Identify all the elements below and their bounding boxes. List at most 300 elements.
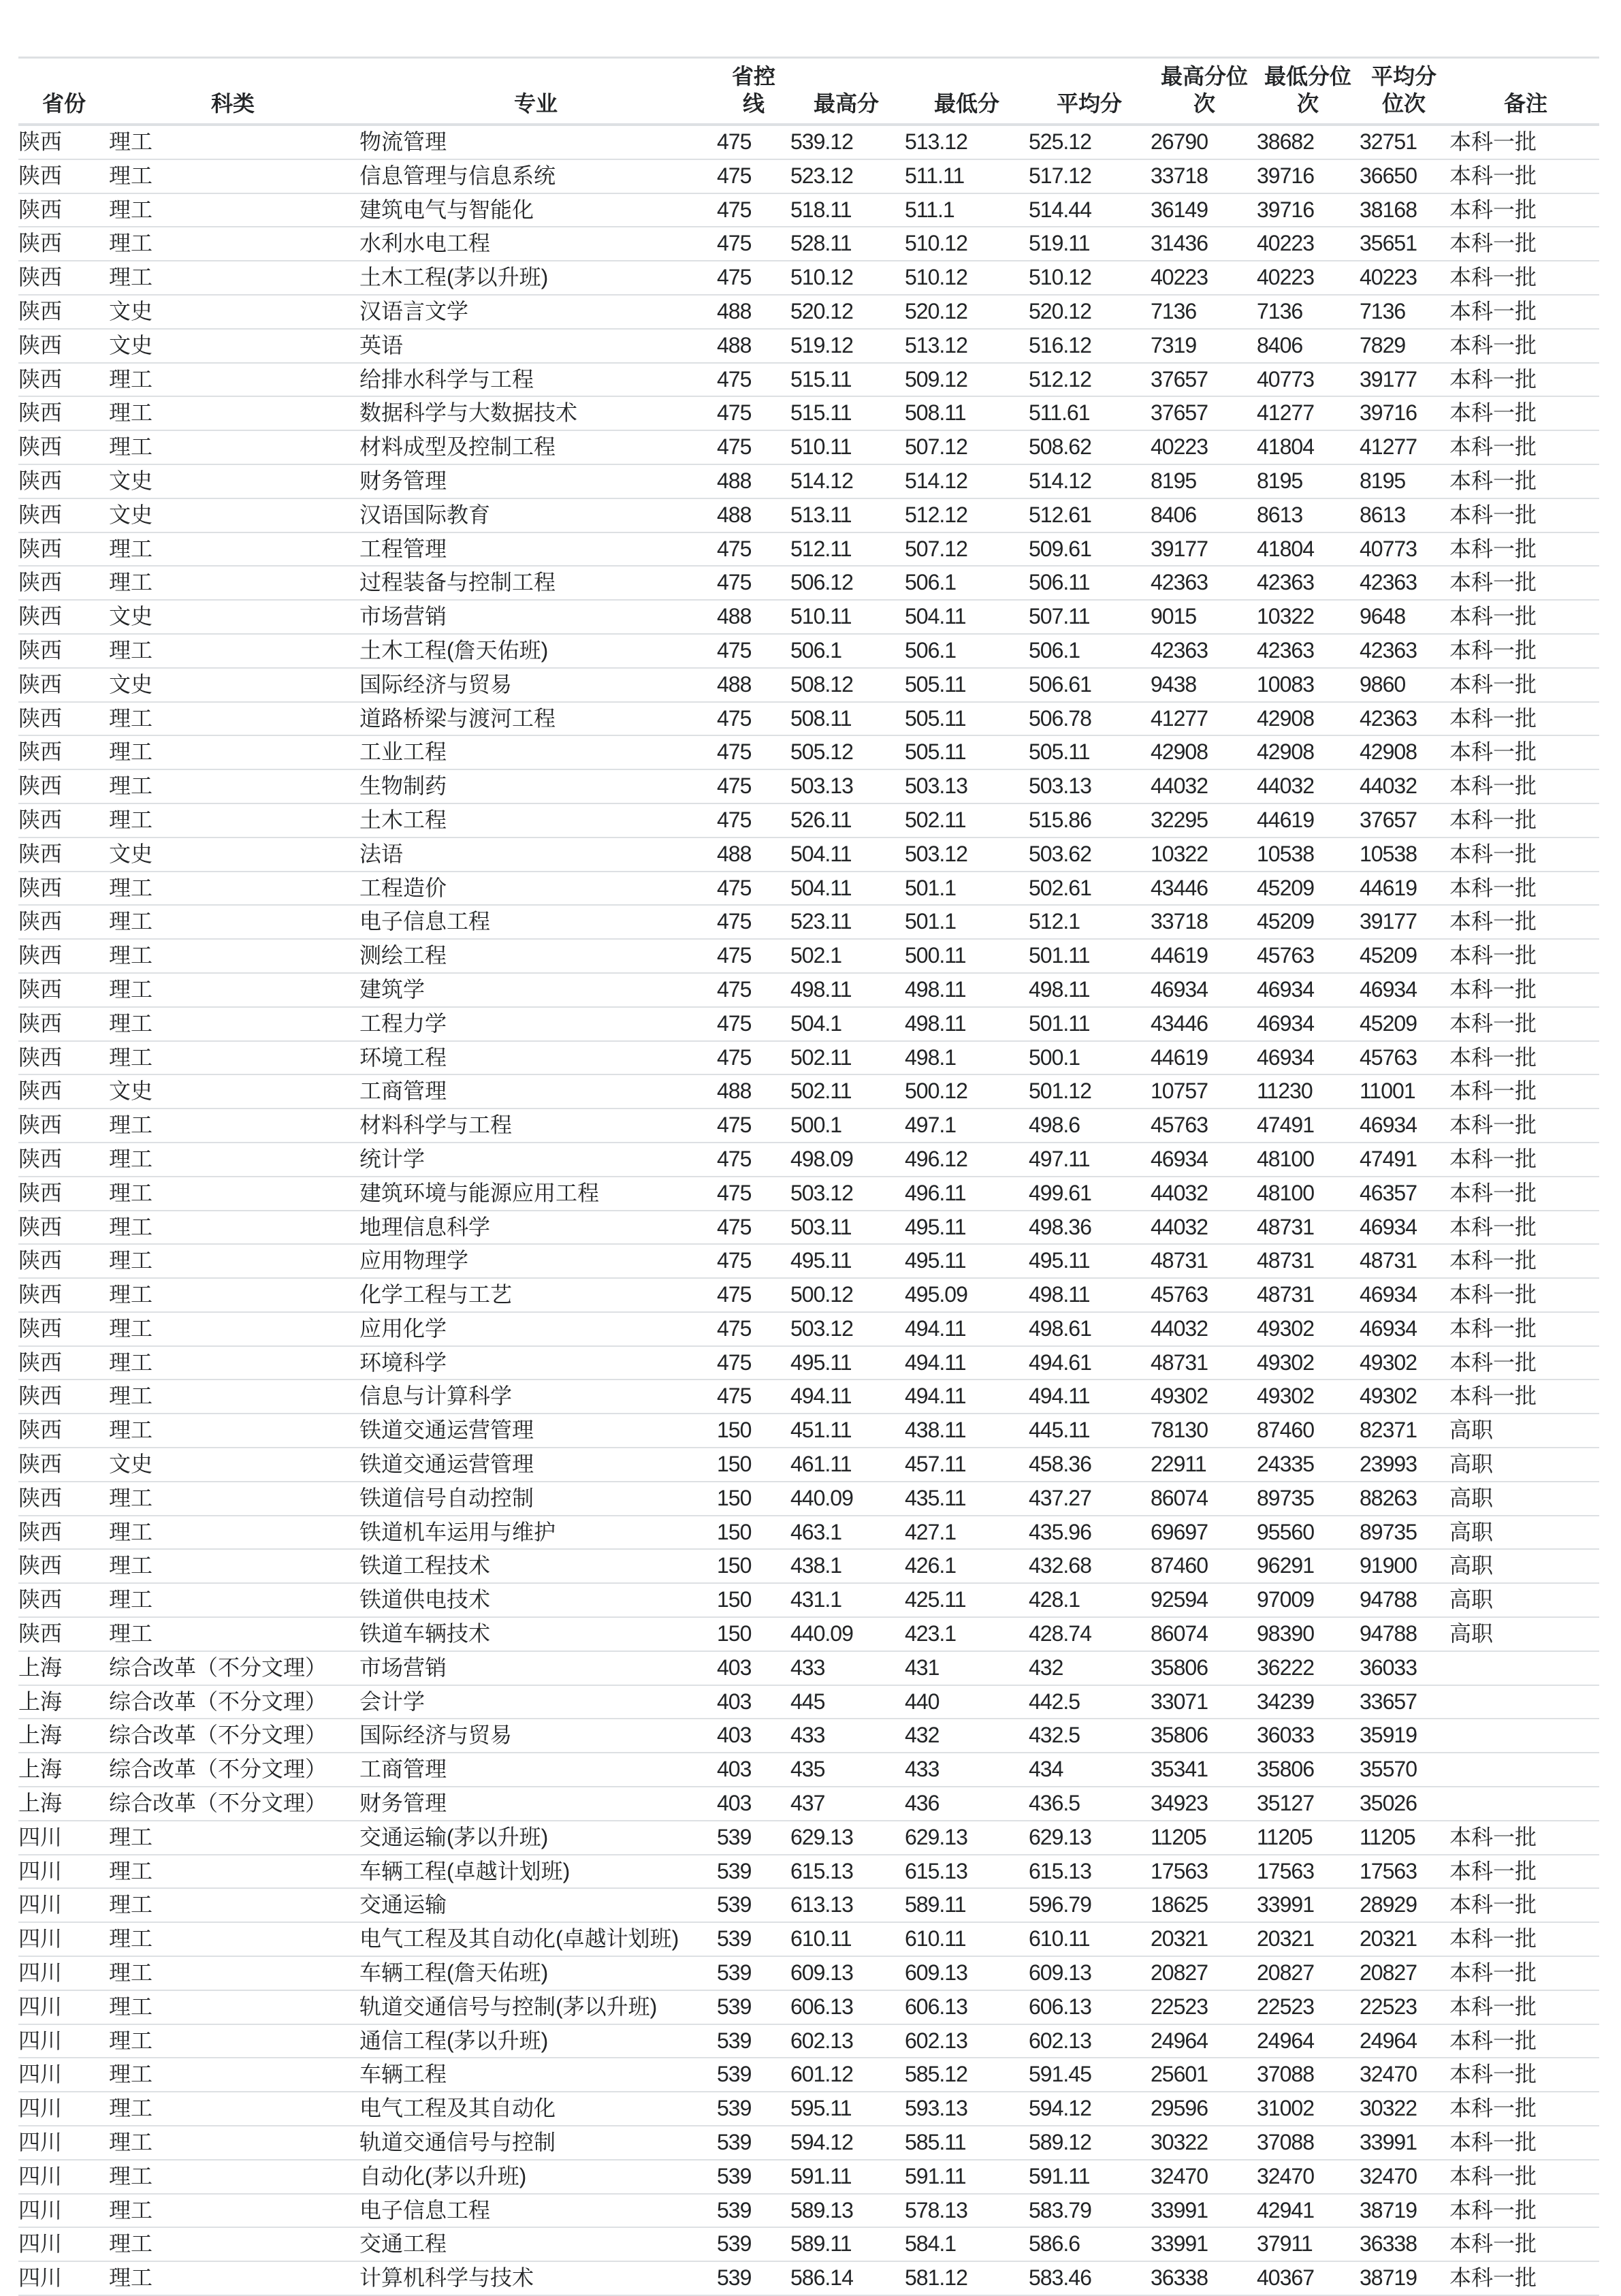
cell-min-rank: 17563 [1257, 1858, 1314, 1883]
cell-min-score: 436 [905, 1791, 940, 1816]
cell-avg-score: 506.78 [1029, 705, 1091, 731]
cell-control-line: 475 [717, 705, 752, 731]
cell-min-score: 511.11 [905, 163, 965, 188]
cell-category: 文史 [109, 468, 153, 493]
cell-category: 理工 [109, 1350, 153, 1375]
cell-note: 本科一批 [1449, 231, 1537, 256]
table-row [18, 906, 1599, 940]
header-note-line1 [1485, 63, 1567, 90]
cell-avg-score: 505.11 [1029, 739, 1090, 765]
cell-control-line: 475 [717, 1146, 752, 1171]
cell-province: 四川 [18, 1858, 63, 1883]
cell-note: 本科一批 [1449, 1146, 1537, 1171]
cell-major: 化学工程与工艺 [359, 1282, 513, 1307]
cell-max-rank: 7136 [1151, 298, 1197, 323]
cell-province: 四川 [18, 2062, 63, 2087]
cell-max-score: 589.11 [790, 2231, 852, 2257]
cell-max-score: 519.12 [790, 332, 853, 357]
cell-major: 工程力学 [359, 1010, 447, 1036]
cell-note: 本科一批 [1449, 1384, 1537, 1409]
cell-avg-score: 501.11 [1029, 943, 1090, 968]
cell-major: 建筑环境与能源应用工程 [359, 1180, 600, 1205]
header-max-rank-line2: 次 [1193, 91, 1215, 116]
cell-max-rank: 86074 [1151, 1621, 1208, 1646]
cell-province: 陕西 [18, 231, 63, 256]
cell-province: 陕西 [18, 197, 63, 222]
cell-category: 文史 [109, 502, 153, 527]
cell-control-line: 475 [717, 400, 752, 426]
cell-province: 陕西 [18, 875, 63, 900]
cell-avg-rank: 37657 [1360, 807, 1417, 832]
cell-note: 本科一批 [1449, 570, 1537, 595]
cell-category: 理工 [109, 1282, 153, 1307]
cell-avg-score: 506.61 [1029, 671, 1091, 697]
cell-category: 综合改革（不分文理） [109, 1655, 327, 1680]
cell-max-score: 523.11 [790, 909, 852, 934]
cell-max-score: 602.13 [790, 2028, 853, 2053]
cell-avg-rank: 36033 [1360, 1655, 1417, 1680]
cell-min-rank: 40223 [1257, 231, 1314, 256]
header-avg-rank [1363, 63, 1445, 117]
cell-max-score: 629.13 [790, 1824, 853, 1849]
cell-avg-score: 519.11 [1029, 231, 1090, 256]
cell-control-line: 539 [717, 2231, 752, 2257]
cell-min-score: 615.13 [905, 1858, 967, 1883]
cell-category: 理工 [109, 2062, 153, 2087]
cell-control-line: 475 [717, 1113, 752, 1138]
cell-min-score: 503.13 [905, 774, 967, 799]
cell-major: 数据科学与大数据技术 [359, 400, 578, 426]
cell-province: 四川 [18, 2028, 63, 2053]
cell-major: 土木工程 [359, 807, 447, 832]
cell-major: 自动化(茅以升班) [359, 2163, 527, 2188]
cell-max-score: 494.11 [790, 1384, 852, 1409]
header-min-score-line1 [926, 63, 1008, 90]
cell-avg-rank: 20321 [1360, 1926, 1417, 1951]
cell-avg-score: 583.46 [1029, 2265, 1091, 2291]
cell-control-line: 488 [717, 502, 752, 527]
cell-max-score: 610.11 [790, 1926, 852, 1951]
cell-category: 理工 [109, 1113, 153, 1138]
table-row [18, 838, 1599, 872]
cell-avg-rank: 94788 [1360, 1587, 1417, 1612]
cell-max-score: 503.12 [790, 1180, 853, 1205]
cell-max-score: 514.12 [790, 468, 853, 493]
cell-province: 四川 [18, 2096, 63, 2121]
cell-control-line: 403 [717, 1757, 752, 1782]
cell-province: 陕西 [18, 1621, 63, 1646]
cell-control-line: 539 [717, 1824, 752, 1849]
cell-avg-rank: 38719 [1360, 2197, 1417, 2222]
cell-max-score: 595.11 [790, 2096, 852, 2121]
table-row [18, 669, 1599, 703]
cell-min-rank: 48100 [1257, 1180, 1314, 1205]
table-row [18, 974, 1599, 1008]
cell-min-rank: 42941 [1257, 2197, 1314, 2222]
cell-province: 陕西 [18, 265, 63, 290]
cell-max-score: 515.11 [790, 400, 852, 426]
cell-major: 财务管理 [359, 468, 447, 493]
cell-control-line: 475 [717, 1010, 752, 1036]
cell-category: 文史 [109, 1452, 153, 1477]
header-avg-score [1048, 63, 1130, 117]
cell-avg-rank: 42363 [1360, 570, 1417, 595]
cell-min-rank: 44619 [1257, 807, 1314, 832]
cell-min-rank: 22523 [1257, 1994, 1314, 2019]
cell-min-rank: 41804 [1257, 434, 1314, 460]
cell-avg-score: 615.13 [1029, 1858, 1091, 1883]
cell-max-score: 515.11 [790, 366, 852, 392]
cell-min-score: 431 [905, 1655, 940, 1680]
cell-avg-rank: 46934 [1360, 1316, 1417, 1341]
cell-max-rank: 46934 [1151, 1146, 1208, 1171]
cell-min-rank: 20827 [1257, 1960, 1314, 1986]
cell-avg-rank: 9648 [1360, 604, 1406, 629]
cell-major: 电子信息工程 [359, 909, 491, 934]
header-note-line2: 备注 [1503, 91, 1547, 116]
cell-max-rank: 42363 [1151, 637, 1208, 663]
cell-avg-rank: 35026 [1360, 1791, 1417, 1816]
cell-avg-rank: 7136 [1360, 298, 1406, 323]
table-row [18, 499, 1599, 533]
header-max-rank-line1: 最高分位 [1160, 64, 1248, 89]
cell-note: 本科一批 [1449, 1282, 1537, 1307]
cell-min-score: 629.13 [905, 1824, 967, 1849]
cell-note: 高职 [1449, 1553, 1494, 1578]
cell-major: 交通运输(茅以升班) [359, 1824, 549, 1849]
cell-major: 汉语言文学 [359, 298, 469, 323]
cell-control-line: 539 [717, 1892, 752, 1917]
cell-major: 物流管理 [359, 129, 447, 154]
cell-major: 汉语国际教育 [359, 502, 491, 527]
cell-avg-score: 498.6 [1029, 1113, 1080, 1138]
cell-category: 理工 [109, 400, 153, 426]
cell-category: 理工 [109, 1418, 153, 1443]
cell-province: 陕西 [18, 298, 63, 323]
cell-max-rank: 9438 [1151, 671, 1197, 697]
cell-max-rank: 44619 [1151, 943, 1208, 968]
cell-avg-score: 514.12 [1029, 468, 1091, 493]
cell-major: 土木工程(茅以升班) [359, 265, 549, 290]
cell-category: 理工 [109, 739, 153, 765]
cell-category: 综合改革（不分文理） [109, 1791, 327, 1816]
cell-major: 交通运输 [359, 1892, 447, 1917]
cell-avg-score: 503.62 [1029, 841, 1091, 866]
cell-province: 陕西 [18, 909, 63, 934]
cell-min-rank: 37911 [1257, 2231, 1313, 2257]
cell-control-line: 475 [717, 943, 752, 968]
cell-category: 理工 [109, 943, 153, 968]
cell-avg-rank: 10538 [1360, 841, 1417, 866]
cell-avg-rank: 94788 [1360, 1621, 1417, 1646]
cell-major: 计算机科学与技术 [359, 2265, 534, 2291]
cell-note: 高职 [1449, 1519, 1494, 1544]
cell-max-score: 445 [790, 1689, 825, 1714]
cell-avg-rank: 23993 [1360, 1452, 1417, 1477]
cell-category: 理工 [109, 1858, 153, 1883]
cell-category: 理工 [109, 2028, 153, 2053]
cell-min-rank: 41804 [1257, 536, 1314, 561]
cell-major: 铁道车辆技术 [359, 1621, 491, 1646]
table-row [18, 194, 1599, 228]
cell-max-rank: 78130 [1151, 1418, 1208, 1443]
cell-avg-score: 437.27 [1029, 1485, 1091, 1510]
cell-major: 信息管理与信息系统 [359, 163, 556, 188]
cell-control-line: 475 [717, 1350, 752, 1375]
cell-category: 理工 [109, 2197, 153, 2222]
cell-major: 应用化学 [359, 1316, 447, 1341]
cell-category: 理工 [109, 1384, 153, 1409]
header-avg-score-line1 [1048, 63, 1130, 90]
cell-min-rank: 24964 [1257, 2028, 1314, 2053]
cell-avg-score: 432.68 [1029, 1553, 1091, 1578]
cell-note: 本科一批 [1449, 536, 1537, 561]
table-row [18, 2161, 1599, 2195]
cell-control-line: 150 [717, 1553, 752, 1578]
cell-category: 理工 [109, 1892, 153, 1917]
cell-control-line: 150 [717, 1452, 752, 1477]
cell-control-line: 475 [717, 774, 752, 799]
cell-min-rank: 41277 [1257, 400, 1314, 426]
cell-min-rank: 48731 [1257, 1214, 1314, 1239]
cell-province: 陕西 [18, 1384, 63, 1409]
cell-avg-rank: 89735 [1360, 1519, 1417, 1544]
cell-max-score: 433 [790, 1723, 825, 1748]
cell-province: 陕西 [18, 1248, 63, 1273]
cell-control-line: 475 [717, 129, 752, 154]
cell-min-score: 585.11 [905, 2130, 966, 2155]
cell-max-rank: 33718 [1151, 163, 1208, 188]
cell-major: 工商管理 [359, 1079, 447, 1104]
cell-min-rank: 87460 [1257, 1418, 1314, 1443]
cell-avg-rank: 17563 [1360, 1858, 1417, 1883]
cell-min-score: 497.1 [905, 1113, 957, 1138]
cell-avg-rank: 45763 [1360, 1045, 1417, 1070]
cell-province: 陕西 [18, 434, 63, 460]
cell-max-rank: 86074 [1151, 1485, 1208, 1510]
cell-category: 理工 [109, 976, 153, 1002]
cell-min-rank: 40773 [1257, 366, 1314, 392]
cell-avg-score: 583.79 [1029, 2197, 1091, 2222]
cell-note: 本科一批 [1449, 129, 1537, 154]
cell-note: 本科一批 [1449, 400, 1537, 426]
cell-note: 本科一批 [1449, 468, 1537, 493]
cell-min-rank: 49302 [1257, 1316, 1314, 1341]
cell-min-score: 513.12 [905, 129, 967, 154]
cell-min-score: 507.12 [905, 536, 967, 561]
cell-province: 陕西 [18, 671, 63, 697]
cell-max-score: 500.12 [790, 1282, 853, 1307]
table-row [18, 330, 1599, 364]
cell-min-rank: 98390 [1257, 1621, 1314, 1646]
header-category-line1 [195, 63, 270, 90]
cell-max-rank: 48731 [1151, 1350, 1208, 1375]
cell-control-line: 488 [717, 841, 752, 866]
cell-major: 市场营销 [359, 1655, 447, 1680]
cell-min-score: 589.11 [905, 1892, 966, 1917]
cell-max-score: 615.13 [790, 1858, 853, 1883]
cell-major: 车辆工程(卓越计划班) [359, 1858, 571, 1883]
cell-min-score: 509.12 [905, 366, 967, 392]
cell-control-line: 475 [717, 536, 752, 561]
cell-min-score: 426.1 [905, 1553, 957, 1578]
cell-min-rank: 40367 [1257, 2265, 1314, 2291]
cell-major: 生物制药 [359, 774, 447, 799]
cell-category: 理工 [109, 1994, 153, 2019]
cell-min-score: 500.12 [905, 1079, 967, 1104]
cell-max-rank: 40223 [1151, 265, 1208, 290]
cell-max-rank: 26790 [1151, 129, 1208, 154]
cell-avg-score: 512.12 [1029, 366, 1091, 392]
cell-max-score: 463.1 [790, 1519, 842, 1544]
cell-category: 理工 [109, 129, 153, 154]
cell-province: 陕西 [18, 1350, 63, 1375]
cell-max-rank: 7319 [1151, 332, 1197, 357]
table-row [18, 1991, 1599, 2025]
cell-avg-rank: 46934 [1360, 1214, 1417, 1239]
cell-min-rank: 10322 [1257, 604, 1314, 629]
cell-min-rank: 48731 [1257, 1282, 1314, 1307]
cell-max-rank: 43446 [1151, 875, 1208, 900]
table-row [18, 2228, 1599, 2262]
cell-avg-score: 512.61 [1029, 502, 1091, 527]
cell-min-rank: 95560 [1257, 1519, 1314, 1544]
cell-max-rank: 49302 [1151, 1384, 1208, 1409]
cell-avg-score: 507.11 [1029, 604, 1090, 629]
cell-note: 本科一批 [1449, 1858, 1537, 1883]
cell-province: 陕西 [18, 1519, 63, 1544]
cell-min-rank: 48100 [1257, 1146, 1314, 1171]
cell-max-rank: 35341 [1151, 1757, 1208, 1782]
cell-min-rank: 35127 [1257, 1791, 1314, 1816]
admission-scores-table [18, 57, 1599, 2296]
cell-min-rank: 39716 [1257, 163, 1314, 188]
cell-avg-score: 506.1 [1029, 637, 1080, 663]
cell-province: 陕西 [18, 1316, 63, 1341]
cell-province: 上海 [18, 1723, 63, 1748]
cell-min-rank: 42908 [1257, 705, 1314, 731]
cell-max-score: 508.11 [790, 705, 852, 731]
cell-control-line: 403 [717, 1689, 752, 1714]
cell-avg-score: 498.11 [1029, 976, 1090, 1002]
cell-avg-score: 500.1 [1029, 1045, 1080, 1070]
cell-avg-rank: 8613 [1360, 502, 1406, 527]
cell-note: 本科一批 [1449, 1010, 1537, 1036]
cell-avg-rank: 49302 [1360, 1350, 1417, 1375]
cell-province: 四川 [18, 1926, 63, 1951]
table-row [18, 1380, 1599, 1414]
header-max-score-line2: 最高分 [813, 91, 879, 116]
cell-avg-rank: 35651 [1360, 231, 1417, 256]
cell-avg-rank: 9860 [1360, 671, 1406, 697]
table-row [18, 1855, 1599, 1890]
cell-max-rank: 42908 [1151, 739, 1208, 765]
table-row [18, 940, 1599, 974]
header-major-line2: 专业 [513, 91, 558, 116]
cell-control-line: 539 [717, 1960, 752, 1986]
cell-min-rank: 33991 [1257, 1892, 1314, 1917]
cell-note: 高职 [1449, 1621, 1494, 1646]
table-row [18, 1652, 1599, 1686]
cell-max-score: 586.14 [790, 2265, 853, 2291]
cell-min-score: 427.1 [905, 1519, 957, 1544]
cell-max-score: 502.11 [790, 1079, 852, 1104]
cell-avg-score: 591.45 [1029, 2062, 1091, 2087]
cell-max-rank: 33991 [1151, 2197, 1208, 2222]
table-row [18, 1414, 1599, 1448]
cell-min-rank: 89735 [1257, 1485, 1314, 1510]
cell-min-score: 584.1 [905, 2231, 957, 2257]
cell-avg-score: 497.11 [1029, 1146, 1090, 1171]
cell-control-line: 150 [717, 1485, 752, 1510]
header-avg-rank-line1: 平均分 [1370, 64, 1437, 89]
cell-min-rank: 49302 [1257, 1350, 1314, 1375]
cell-province: 陕西 [18, 366, 63, 392]
cell-major: 轨道交通信号与控制 [359, 2130, 556, 2155]
cell-min-score: 423.1 [905, 1621, 957, 1646]
cell-control-line: 539 [717, 2163, 752, 2188]
cell-category: 文史 [109, 332, 153, 357]
cell-min-rank: 37088 [1257, 2062, 1314, 2087]
cell-major: 环境科学 [359, 1350, 447, 1375]
cell-category: 理工 [109, 434, 153, 460]
cell-major: 轨道交通信号与控制(茅以升班) [359, 1994, 658, 2019]
cell-min-rank: 45209 [1257, 875, 1314, 900]
cell-min-rank: 44032 [1257, 774, 1314, 799]
cell-min-score: 433 [905, 1757, 940, 1782]
header-control-line-line2: 线 [742, 91, 765, 116]
cell-control-line: 475 [717, 976, 752, 1002]
cell-note: 本科一批 [1449, 909, 1537, 934]
cell-max-rank: 34923 [1151, 1791, 1208, 1816]
cell-category: 理工 [109, 705, 153, 731]
cell-province: 陕西 [18, 1214, 63, 1239]
cell-avg-score: 498.36 [1029, 1214, 1091, 1239]
cell-avg-rank: 42363 [1360, 637, 1417, 663]
cell-province: 陕西 [18, 1180, 63, 1205]
cell-province: 陕西 [18, 163, 63, 188]
cell-province: 陕西 [18, 1146, 63, 1171]
cell-major: 交通工程 [359, 2231, 447, 2257]
cell-min-score: 501.1 [905, 875, 957, 900]
cell-category: 文史 [109, 841, 153, 866]
header-min-score-line2: 最低分 [933, 91, 999, 116]
cell-category: 理工 [109, 2231, 153, 2257]
cell-avg-score: 609.13 [1029, 1960, 1091, 1986]
cell-control-line: 475 [717, 739, 752, 765]
cell-avg-score: 502.61 [1029, 875, 1091, 900]
cell-min-rank: 42908 [1257, 739, 1314, 765]
cell-avg-score: 525.12 [1029, 129, 1091, 154]
table-row [18, 1923, 1599, 1957]
cell-note: 本科一批 [1449, 2265, 1537, 2291]
cell-max-rank: 35806 [1151, 1723, 1208, 1748]
cell-major: 车辆工程 [359, 2062, 447, 2087]
cell-min-score: 494.11 [905, 1316, 966, 1341]
cell-note: 本科一批 [1449, 1926, 1537, 1951]
cell-max-rank: 29596 [1151, 2096, 1208, 2121]
table-row [18, 1618, 1599, 1652]
cell-avg-score: 517.12 [1029, 163, 1091, 188]
cell-note: 高职 [1449, 1485, 1494, 1510]
cell-max-rank: 48731 [1151, 1248, 1208, 1273]
cell-province: 四川 [18, 2197, 63, 2222]
cell-min-rank: 24335 [1257, 1452, 1314, 1477]
cell-note: 本科一批 [1449, 2163, 1537, 2188]
table-row [18, 1042, 1599, 1076]
table-header [18, 59, 1599, 126]
cell-avg-rank: 36338 [1360, 2231, 1417, 2257]
